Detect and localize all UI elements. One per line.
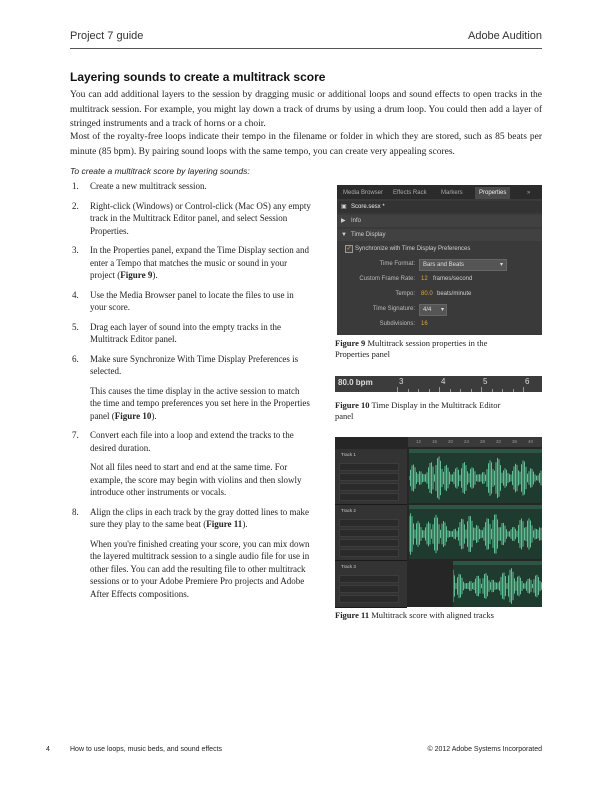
- figure-ref: Figure 10: [114, 410, 152, 421]
- bpm-readout: 80.0 bpm: [338, 378, 373, 387]
- subdivisions-value[interactable]: 16: [421, 321, 428, 327]
- ruler-label: 28: [480, 439, 486, 444]
- caption-text: Time Display in the Multitrack Editor panel: [335, 400, 501, 421]
- time-display-section[interactable]: [337, 229, 542, 241]
- figure-11-caption: [335, 610, 542, 621]
- step-number: 7.: [72, 430, 79, 440]
- track-volume-control[interactable]: [339, 463, 399, 471]
- step-number: 1.: [72, 181, 79, 191]
- track-input-select[interactable]: [339, 529, 399, 537]
- figure-ref: Figure 9: [120, 270, 153, 280]
- tick-mark: [523, 387, 524, 392]
- header-left: Project 7 guide: [70, 30, 144, 42]
- track-name: Track 3: [341, 564, 356, 569]
- step-number: 3.: [72, 245, 79, 255]
- step-2: [72, 200, 312, 238]
- bar-tick-label: 6: [525, 377, 530, 386]
- time-format-label: Time Format:: [379, 261, 415, 267]
- caption-text: Multitrack score with aligned tracks: [371, 610, 494, 620]
- track-name: Track 1: [341, 452, 356, 457]
- subdivisions-row: [337, 318, 542, 330]
- chevron-down-icon: ▾: [499, 262, 503, 268]
- waveform-path: [409, 513, 541, 554]
- procedure-steps: [72, 180, 312, 607]
- bar-tick-label: 3: [399, 377, 404, 386]
- footer-copyright: © 2012 Adobe Systems Incorporated: [427, 746, 542, 753]
- tab-media-browser[interactable]: Media Browser: [343, 190, 384, 196]
- tempo-label: Tempo:: [395, 291, 415, 297]
- time-signature-label: Time Signature:: [372, 306, 415, 312]
- step-1: [72, 180, 312, 193]
- step-7-note: Not all files need to start and end at the same time. For example, the score may begin with violins and then slowly introduce other instruments or vocals.: [90, 462, 302, 497]
- tab-markers[interactable]: Markers: [441, 190, 463, 196]
- figure-label: Figure 10: [335, 400, 370, 410]
- figure-label: Figure 9: [335, 338, 366, 348]
- subdivisions-label: Subdivisions:: [379, 321, 415, 327]
- header-rule: [70, 48, 542, 49]
- track-output-select[interactable]: [339, 539, 399, 547]
- time-signature-value: 4/4: [423, 307, 432, 313]
- track-read-select[interactable]: [339, 493, 399, 501]
- step-3: [72, 244, 312, 282]
- ruler-label: 36: [512, 439, 518, 444]
- time-format-select[interactable]: [419, 259, 507, 271]
- time-signature-select[interactable]: [419, 304, 447, 316]
- paragraph-1: You can add additional layers to the session by dragging music or additional loops and sound effects to open tracks in the multitrack session. For example, you might lay down a track of drums by using a drum loop. You could then add a layer of stringed instruments and a track of horns or a choir.: [70, 90, 542, 129]
- figure-10-caption: [335, 400, 515, 422]
- tempo-value[interactable]: 80.0: [421, 291, 433, 297]
- audio-clip[interactable]: [409, 449, 542, 503]
- tick-mark: [429, 389, 430, 392]
- ruler-label: 32: [496, 439, 502, 444]
- chevron-down-icon: ▾: [440, 307, 444, 313]
- frame-rate-unit: frames/second: [433, 276, 473, 282]
- step-text: Create a new multitrack session.: [90, 181, 207, 191]
- tick-mark: [513, 389, 514, 392]
- tick-mark: [397, 387, 398, 392]
- header-right: Adobe Audition: [467, 30, 542, 42]
- track-name: Track 2: [341, 508, 356, 513]
- note-text: This causes the time display in the active session to match the time and tempo preferences you set here in the Properties panel (: [90, 385, 310, 421]
- frame-rate-label: Custom Frame Rate:: [359, 276, 415, 282]
- step-text: Use the Media Browser panel to locate the files to use in your score.: [90, 289, 294, 312]
- step-number: 6.: [72, 353, 79, 364]
- time-display-ruler: [335, 376, 542, 392]
- waveform-path: [409, 457, 541, 500]
- caption-text: Multitrack session properties in the Properties panel: [335, 338, 488, 359]
- step-text: Make sure Synchronize With Time Display Preferences is selected.: [90, 353, 299, 376]
- step-8-note: When you're finished creating your score, you can mix down the layered multitrack session to a single audio file for use in other files. You can add the resulting file to other multitrack sessions or to your Adobe Premiere Pro projects and Adobe After Effects compositions.: [90, 538, 310, 599]
- track-header[interactable]: [335, 505, 407, 561]
- track-input-select[interactable]: [339, 585, 399, 593]
- tab-properties[interactable]: Properties: [475, 187, 510, 199]
- paragraph-2: Most of the royalty-free loops indicate their tempo in the filename or folder in which they are stored, such as 85 beats per minute (85 bpm). By pairing sound loops with the same tempo, you can create very appealing scores.: [70, 132, 542, 157]
- time-display-label: Time Display: [351, 232, 386, 238]
- step-text: In the Properties panel, expand the Time Display section and enter a Tempo that matches the music or sound in your project (: [90, 245, 309, 280]
- sync-checkbox-row[interactable]: [337, 243, 542, 255]
- audio-clip[interactable]: [453, 561, 542, 607]
- figure-9-caption: [335, 338, 515, 360]
- tick-mark: [492, 389, 493, 392]
- step-text: ).: [152, 270, 158, 280]
- waveform-path: [453, 568, 542, 603]
- time-format-value: Bars and Beats: [423, 262, 465, 268]
- step-7: [72, 429, 312, 454]
- timeline-ruler[interactable]: [408, 437, 542, 447]
- step-text: Convert each file into a loop and extend the tracks to the desired duration.: [90, 430, 294, 453]
- frame-rate-row: [337, 273, 542, 285]
- ruler-label: 12: [416, 439, 422, 444]
- step-5: [72, 321, 312, 346]
- step-text: Right-click (Windows) or Control-click (Mac OS) any empty track in the Multitrack Editor panel, and select Session Properties.: [90, 200, 311, 236]
- bar-tick-label: 4: [441, 377, 446, 386]
- audio-clip[interactable]: [409, 505, 542, 559]
- time-format-row: [337, 258, 542, 270]
- expand-arrow-icon: ▶: [341, 218, 346, 224]
- waveform: [409, 453, 542, 503]
- tempo-row: [337, 288, 542, 300]
- footer-title: How to use loops, music beds, and sound effects: [70, 746, 223, 753]
- track-header[interactable]: [335, 561, 407, 608]
- page-header: [70, 30, 542, 44]
- waveform: [409, 509, 542, 559]
- sync-checkbox[interactable]: ✓: [346, 246, 352, 252]
- step-6: [72, 353, 312, 378]
- ruler-label: 24: [464, 439, 470, 444]
- panel-menu-icon[interactable]: »: [527, 190, 531, 196]
- step-number: 8.: [72, 506, 79, 517]
- tick-mark: [408, 389, 409, 392]
- track-input-select[interactable]: [339, 473, 399, 481]
- multitrack-editor-screenshot: [335, 437, 542, 607]
- tick-mark: [439, 387, 440, 392]
- step-text: Align the clips in each track by the gray dotted lines to make sure they play to the same beat (: [90, 506, 309, 529]
- track-volume-control[interactable]: [339, 575, 399, 583]
- panel-tabs: [337, 185, 542, 199]
- info-section[interactable]: [337, 215, 542, 227]
- frame-rate-value[interactable]: 12: [421, 276, 428, 282]
- track-output-select[interactable]: [339, 483, 399, 491]
- section-heading: Layering sounds to create a multitrack score: [70, 70, 326, 84]
- tick-mark: [450, 389, 451, 392]
- figure-label: Figure 11: [335, 610, 370, 620]
- procedure-subheading: To create a multitrack score by layering sounds:: [70, 166, 250, 176]
- session-file-icon: ▣: [341, 204, 347, 210]
- session-file-row: [337, 201, 542, 213]
- track-header[interactable]: [335, 449, 407, 505]
- track-read-select[interactable]: [339, 549, 399, 557]
- sync-label: Synchronize with Time Display Preferences: [355, 246, 471, 252]
- step-6-note: [72, 385, 312, 423]
- note-text: ).: [151, 410, 157, 421]
- session-file-name: Score.sesx *: [351, 204, 385, 210]
- step-number: 2.: [72, 200, 79, 211]
- ruler-label: 20: [448, 439, 454, 444]
- bar-tick-label: 5: [483, 377, 488, 386]
- tick-mark: [460, 389, 461, 392]
- step-text: Drag each layer of sound into the empty tracks in the Multitrack Editor panel.: [90, 321, 281, 344]
- tick-mark: [471, 389, 472, 392]
- step-4: [72, 289, 312, 314]
- page-number: 4: [46, 746, 50, 753]
- ruler-label: 40: [528, 439, 534, 444]
- step-8: [72, 506, 312, 531]
- properties-panel-screenshot: [337, 185, 542, 335]
- step-number: 5.: [72, 321, 79, 332]
- tick-mark: [502, 389, 503, 392]
- time-signature-row: [337, 303, 542, 315]
- tick-mark: [481, 387, 482, 392]
- tab-effects-rack[interactable]: Effects Rack: [393, 190, 427, 196]
- step-text: ).: [242, 519, 248, 529]
- info-section-label: Info: [351, 218, 362, 224]
- track-volume-control[interactable]: [339, 519, 399, 527]
- tempo-unit: beats/minute: [437, 291, 472, 297]
- figure-ref: Figure 11: [206, 519, 243, 529]
- waveform: [453, 565, 542, 607]
- collapse-arrow-icon: ▼: [341, 232, 347, 238]
- ruler-label: 16: [432, 439, 438, 444]
- step-number: 4.: [72, 289, 79, 300]
- track-output-select[interactable]: [339, 595, 399, 603]
- tick-mark: [418, 389, 419, 392]
